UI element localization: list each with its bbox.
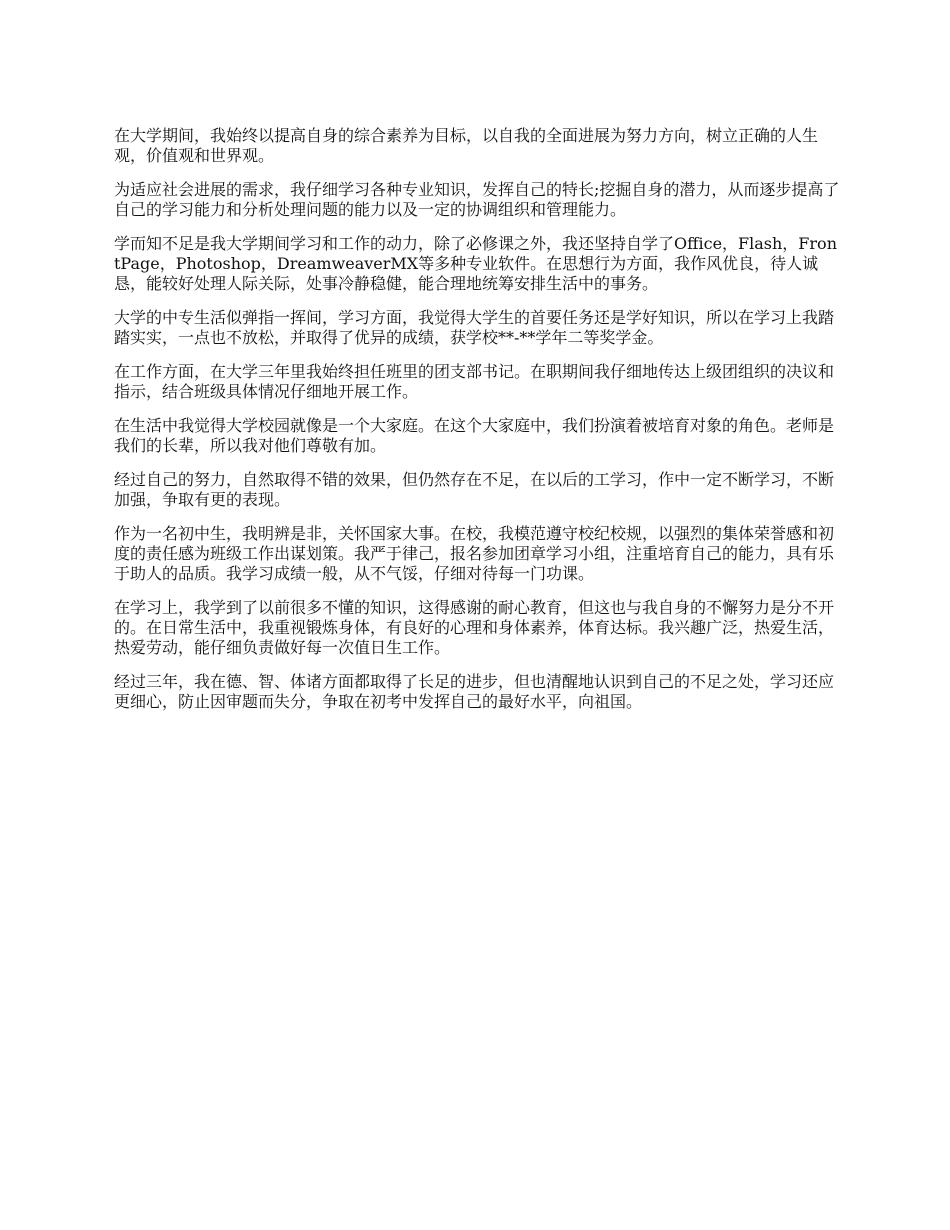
paragraph: 在生活中我觉得大学校园就像是一个大家庭。在这个大家庭中，我们扮演着被培育对象的角色。老师是我们的长辈，所以我对他们尊敬有加。 <box>114 416 835 455</box>
paragraph: 在大学期间，我始终以提高自身的综合素养为目标，以自我的全面进展为努力方向，树立正确的人生观，价值观和世界观。 <box>114 126 819 165</box>
paragraph: 大学的中专生活似弹指一挥间，学习方面，我觉得大学生的首要任务还是学好知识，所以在学习上我踏踏实实，一点也不放松，并取得了优异的成绩，获学校**-**学年二等奖学金。 <box>114 308 835 347</box>
paragraph: 作为一名初中生，我明辨是非，关怀国家大事。在校，我模范遵守校纪校规，以强烈的集体荣誉感和初度的责任感为班级工作出谋划策。我严于律己，报名参加团章学习小组，注重培育自己的能力，具有乐于助人的品质。我学习成绩一般，从不气馁，仔细对待每一门功课。 <box>114 524 835 583</box>
paragraph: 学而知不足是我大学期间学习和工作的动力，除了必修课之外，我还坚持自学了Office，Flash，FrontPage，Photoshop，DreamweaverMX等多种专业软件。在思想行为方面，我作风优良，待人诚恳，能较好处理人际关际，处事冷静稳健，能合理地统筹安排生活中的事务。 <box>114 234 837 293</box>
paragraph: 经过三年，我在德、智、体诸方面都取得了长足的进步，但也清醒地认识到自己的不足之处，学习还应更细心，防止因审题而失分，争取在初考中发挥自己的最好水平，向祖国。 <box>114 672 835 711</box>
paragraph: 在学习上，我学到了以前很多不懂的知识，这得感谢的耐心教育，但这也与我自身的不懈努力是分不开的。在日常生活中，我重视锻炼身体，有良好的心理和身体素养，体育达标。我兴趣广泛，热爱生活，热爱劳动，能仔细负责做好每一次值日生工作。 <box>114 598 835 657</box>
paragraph: 为适应社会进展的需求，我仔细学习各种专业知识，发挥自己的特长;挖掘自身的潜力，从而逐步提高了自己的学习能力和分析处理问题的能力以及一定的协调组织和管理能力。 <box>114 180 840 219</box>
paragraph: 经过自己的努力，自然取得不错的效果，但仍然存在不足，在以后的工学习，作中一定不断学习，不断加强，争取有更的表现。 <box>114 470 835 509</box>
paragraph: 在工作方面，在大学三年里我始终担任班里的团支部书记。在职期间我仔细地传达上级团组织的决议和指示，结合班级具体情况仔细地开展工作。 <box>114 362 835 401</box>
document-body <box>114 126 840 726</box>
